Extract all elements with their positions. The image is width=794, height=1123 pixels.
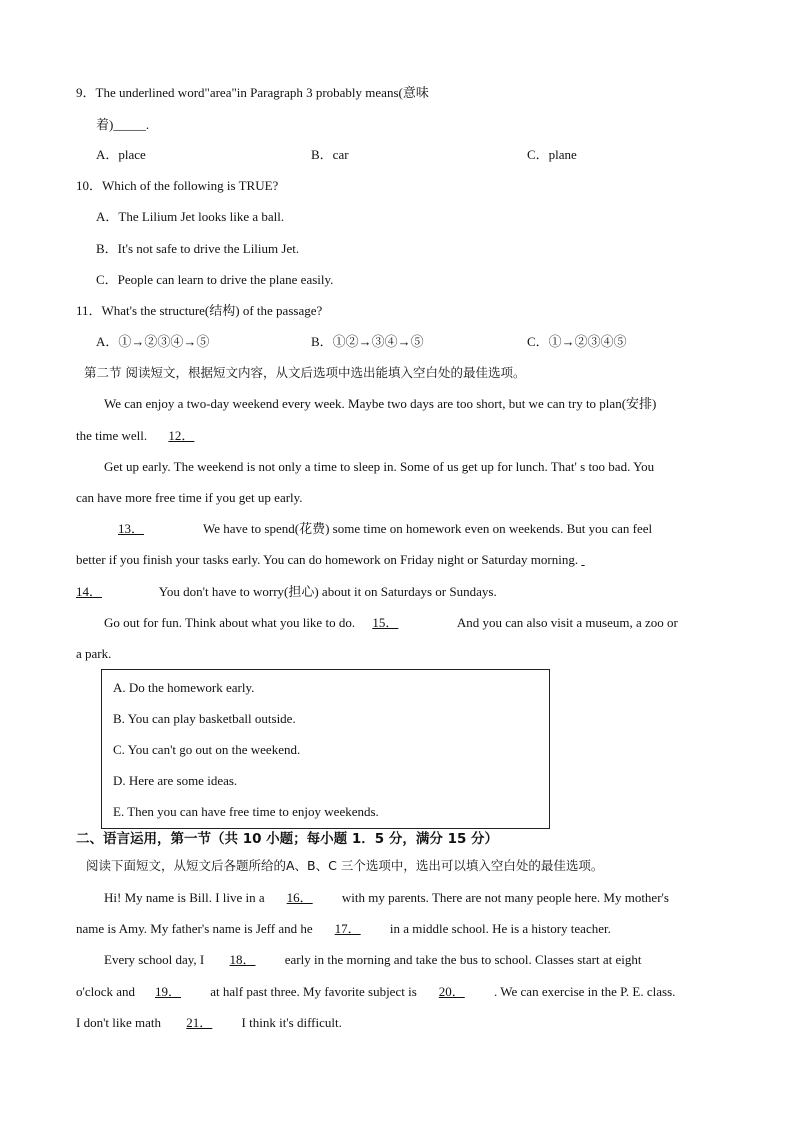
blank-14-start (581, 551, 595, 569)
q10-option-b: B．It's not safe to drive the Lilium Jet. (96, 241, 300, 256)
blank-13: 13． (118, 521, 145, 536)
blank-12: 12． (168, 428, 195, 443)
cloze-text-5a: I don't like math (76, 1015, 162, 1030)
q9-stem-line1: 9．The underlined word"area"in Paragraph 3 probably means(意味 (76, 85, 429, 100)
passage-p2-line1: Get up early. The weekend is not only a time to sleep in. Some of us get up for lunch. That' s too bad. You (104, 459, 655, 474)
blank-18: 18． (229, 952, 256, 967)
passage-p1-line2 (76, 427, 264, 445)
passage-p3-line2 (76, 551, 595, 569)
choice-c: C. You can't go out on the weekend. (113, 742, 301, 757)
blank-16: 16． (286, 890, 313, 905)
passage-p2-line2: can have more free time if you get up early. (76, 490, 303, 505)
q9-option-c: C．plane (527, 147, 577, 162)
section2-heading: 第二节 阅读短文，根据短文内容，从文后选项中选出能填入空白处的最佳选项。 (84, 365, 526, 380)
q9-option-b: B．car (311, 147, 349, 162)
passage-p3-line1 (104, 520, 652, 538)
blank-21: 21． (186, 1015, 213, 1030)
choice-e: E. Then you can have free time to enjoy weekends. (113, 804, 379, 819)
cloze-line4 (76, 983, 675, 1001)
q10-option-a: A．The Lilium Jet looks like a ball. (96, 209, 285, 224)
blank-19: 19． (155, 984, 182, 999)
cloze-text-1a: Hi! My name is Bill. I live in a (104, 890, 265, 905)
cloze-text-3a: Every school day, I (104, 952, 205, 967)
q10-option-c: C．People can learn to drive the plane easily. (96, 272, 334, 287)
passage-p3-text3: You don't have to worry(担心) about it on Saturdays or Sundays. (158, 584, 497, 599)
q11-option-c: C．①→②③④⑤ (527, 334, 627, 349)
choice-b: B. You can play basketball outside. (113, 711, 296, 726)
cloze-text-3b: early in the morning and take the bus to school. Classes start at eight (284, 952, 642, 967)
passage-p3-line3 (76, 583, 497, 601)
passage-p3-text: We have to spend(花费) some time on homework even on weekends. But you can feel (203, 521, 653, 536)
passage-p4-text2: And you can also visit a museum, a zoo or (456, 615, 678, 630)
passage-p3-text2: better if you finish your tasks early. You can do homework on Friday night or Saturday morning. (76, 552, 579, 567)
q11-stem: 11．What's the structure(结构) of the passage? (76, 303, 323, 318)
choice-a: A. Do the homework early. (113, 680, 255, 695)
blank-15: 15． (372, 615, 399, 630)
cloze-line2 (76, 920, 611, 938)
q9-option-a: A．place (96, 147, 146, 162)
passage-p1-line1: We can enjoy a two-day weekend every week. Maybe two days are too short, but we can try to plan(安排) (104, 396, 657, 411)
cloze-text-4b: at half past three. My favorite subject is (210, 984, 417, 999)
choice-d: D. Here are some ideas. (113, 773, 238, 788)
cloze-text-5b: I think it's difficult. (241, 1015, 342, 1030)
cloze-text-2a: name is Amy. My father's name is Jeff and he (76, 921, 313, 936)
passage-p4-text: Go out for fun. Think about what you like to do. (104, 615, 356, 630)
cloze-line5 (76, 1014, 342, 1032)
passage-p4-line1 (104, 614, 678, 632)
blank-17: 17． (334, 921, 361, 936)
cloze-text-4c: . We can exercise in the P. E. class. (494, 984, 676, 999)
blank-14: 14． (76, 584, 103, 599)
passage-p1-text: the time well. (76, 428, 148, 443)
cloze-text-4a: o'clock and (76, 984, 136, 999)
q9-stem-line2 (96, 116, 149, 134)
q9-blank: _____. (113, 117, 150, 132)
q10-stem: 10．Which of the following is TRUE? (76, 178, 279, 193)
part2-instruction: 阅读下面短文，从短文后各题所给的A、B、C 三个选项中，选出可以填入空白处的最佳选项。 (86, 858, 604, 873)
cloze-line3 (104, 951, 641, 969)
q11-option-b: B．①②→③④→⑤ (311, 334, 424, 349)
cloze-text-2b: in a middle school. He is a history teacher. (389, 921, 611, 936)
q9-stem-end: 着) (96, 117, 114, 132)
q11-option-a: A．①→②③④→⑤ (96, 334, 210, 349)
cloze-text-1b: with my parents. There are not many people here. My mother's (341, 890, 669, 905)
blank-20: 20． (438, 984, 465, 999)
passage-p4-line2: a park. (76, 646, 112, 661)
part2-heading: 二、语言运用，第一节（共 10 小题；每小题 1．5 分，满分 15 分） (76, 831, 499, 847)
cloze-line1 (104, 889, 669, 907)
